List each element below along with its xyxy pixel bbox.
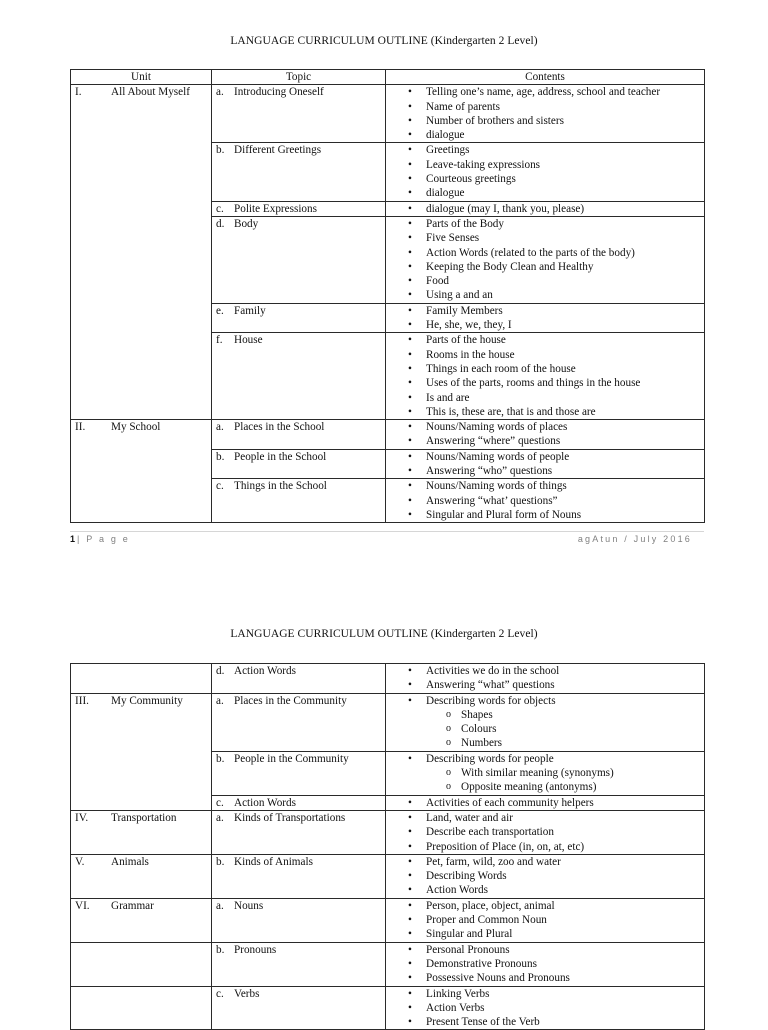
contents-cell bbox=[386, 303, 705, 333]
topic-letter: f. bbox=[216, 334, 223, 347]
topic-cell bbox=[212, 216, 386, 303]
topic-letter: a. bbox=[216, 811, 224, 824]
topic-cell bbox=[212, 420, 386, 450]
list-item: • dialogue bbox=[386, 128, 704, 142]
unit-number: I. bbox=[75, 86, 82, 99]
list-item: • Keeping the Body Clean and Healthy bbox=[386, 260, 704, 274]
list-item: • Answering “what’ questions” bbox=[386, 494, 704, 508]
topic-name: Polite Expressions bbox=[234, 202, 317, 215]
list-item: • Describing words for people bbox=[386, 752, 704, 766]
list-item: • Things in each room of the house bbox=[386, 362, 704, 376]
topic-letter: e. bbox=[216, 304, 224, 317]
header-contents: Contents bbox=[386, 70, 705, 85]
topic-name: Things in the School bbox=[234, 480, 327, 493]
topic-name: Kinds of Transportations bbox=[234, 811, 346, 824]
topic-letter: c. bbox=[216, 796, 224, 809]
topic-letter: c. bbox=[216, 480, 224, 493]
list-item: • Action Words (related to the parts of the body) bbox=[386, 246, 704, 260]
curriculum-table-page-1 bbox=[70, 69, 705, 523]
list-item: • Activities we do in the school bbox=[386, 664, 704, 678]
topic-cell bbox=[212, 751, 386, 795]
unit-cell bbox=[71, 854, 212, 898]
topic-name: Verbs bbox=[234, 987, 260, 1000]
contents-cell bbox=[386, 479, 705, 523]
topic-cell bbox=[212, 664, 386, 694]
contents-cell bbox=[386, 449, 705, 479]
unit-name: Animals bbox=[111, 855, 149, 868]
sub-list-item: o With similar meaning (synonyms) bbox=[386, 766, 704, 780]
table-row bbox=[71, 85, 705, 143]
contents-cell bbox=[386, 201, 705, 216]
contents-cell bbox=[386, 986, 705, 1030]
contents-cell bbox=[386, 810, 705, 854]
topic-name: Kinds of Animals bbox=[234, 855, 313, 868]
list-item: • Name of parents bbox=[386, 100, 704, 114]
topic-cell bbox=[212, 479, 386, 523]
topic-letter: c. bbox=[216, 987, 224, 1000]
list-item: • Describing Words bbox=[386, 869, 704, 883]
sub-list-item: o Colours bbox=[386, 722, 704, 736]
list-item: • Singular and Plural bbox=[386, 927, 704, 941]
contents-cell bbox=[386, 854, 705, 898]
topic-cell bbox=[212, 898, 386, 942]
table-header-row bbox=[71, 70, 705, 85]
list-item: • Action Verbs bbox=[386, 1001, 704, 1015]
topic-letter: b. bbox=[216, 752, 225, 765]
list-item: • Parts of the Body bbox=[386, 217, 704, 231]
sub-list-item: o Numbers bbox=[386, 736, 704, 750]
topic-letter: d. bbox=[216, 217, 225, 230]
contents-cell bbox=[386, 420, 705, 450]
topic-cell bbox=[212, 986, 386, 1030]
contents-list bbox=[386, 304, 704, 333]
contents-list bbox=[386, 694, 704, 751]
topic-name: Places in the School bbox=[234, 421, 325, 434]
list-item: • Possessive Nouns and Pronouns bbox=[386, 971, 704, 985]
topic-name: Different Greetings bbox=[234, 144, 322, 157]
list-item: • Personal Pronouns bbox=[386, 943, 704, 957]
contents-list bbox=[386, 664, 704, 693]
list-item: • Person, place, object, animal bbox=[386, 899, 704, 913]
contents-cell bbox=[386, 795, 705, 810]
header-topic: Topic bbox=[212, 70, 386, 85]
list-item: • Activities of each community helpers bbox=[386, 796, 704, 810]
table-row bbox=[71, 693, 705, 751]
topic-letter: b. bbox=[216, 855, 225, 868]
sub-list-item: o Opposite meaning (antonyms) bbox=[386, 780, 704, 794]
topic-letter: a. bbox=[216, 694, 224, 707]
table-row bbox=[71, 854, 705, 898]
contents-list bbox=[386, 217, 704, 303]
topic-cell bbox=[212, 85, 386, 143]
unit-name: Transportation bbox=[111, 811, 177, 824]
list-item: • Answering “who” questions bbox=[386, 464, 704, 478]
contents-list bbox=[386, 143, 704, 200]
topic-letter: a. bbox=[216, 86, 224, 99]
topic-letter: b. bbox=[216, 144, 225, 157]
contents-cell bbox=[386, 693, 705, 751]
contents-list bbox=[386, 85, 704, 142]
contents-list bbox=[386, 450, 704, 479]
list-item: • Number of brothers and sisters bbox=[386, 114, 704, 128]
unit-cell bbox=[71, 810, 212, 854]
topic-letter: a. bbox=[216, 421, 224, 434]
topic-cell bbox=[212, 143, 386, 201]
topic-cell bbox=[212, 333, 386, 420]
topic-cell bbox=[212, 942, 386, 986]
topic-name: People in the Community bbox=[234, 752, 349, 765]
contents-list bbox=[386, 811, 704, 854]
topic-letter: b. bbox=[216, 450, 225, 463]
topic-cell bbox=[212, 854, 386, 898]
list-item: • Present Tense of the Verb bbox=[386, 1015, 704, 1029]
list-item: • Nouns/Naming words of people bbox=[386, 450, 704, 464]
contents-cell bbox=[386, 143, 705, 201]
list-item: • Proper and Common Noun bbox=[386, 913, 704, 927]
table-row bbox=[71, 942, 705, 986]
topic-cell bbox=[212, 201, 386, 216]
list-item: • Food bbox=[386, 274, 704, 288]
list-item: • Singular and Plural form of Nouns bbox=[386, 508, 704, 522]
unit-cell bbox=[71, 693, 212, 810]
unit-cell bbox=[71, 986, 212, 1030]
unit-number: IV. bbox=[75, 811, 89, 824]
unit-cell bbox=[71, 85, 212, 420]
unit-cell bbox=[71, 942, 212, 986]
topic-letter: c. bbox=[216, 202, 224, 215]
table-row bbox=[71, 664, 705, 694]
topic-cell bbox=[212, 795, 386, 810]
topic-name: House bbox=[234, 334, 263, 347]
list-item: • This is, these are, that is and those are bbox=[386, 405, 704, 419]
contents-cell bbox=[386, 333, 705, 420]
list-item: • Nouns/Naming words of places bbox=[386, 420, 704, 434]
page-footer bbox=[70, 531, 704, 548]
topic-name: Body bbox=[234, 217, 259, 230]
list-item: • Answering “what” questions bbox=[386, 678, 704, 692]
page-title: LANGUAGE CURRICULUM OUTLINE (Kindergarten 2 Level) bbox=[230, 35, 538, 47]
list-item: • Five Senses bbox=[386, 231, 704, 245]
sub-list-item: o Shapes bbox=[386, 708, 704, 722]
unit-cell bbox=[71, 420, 212, 523]
topic-name: Action Words bbox=[234, 665, 296, 677]
contents-cell bbox=[386, 216, 705, 303]
topic-letter: d. bbox=[216, 665, 225, 677]
list-item: • Describing words for objects bbox=[386, 694, 704, 708]
contents-cell bbox=[386, 664, 705, 694]
contents-cell bbox=[386, 942, 705, 986]
contents-list bbox=[386, 479, 704, 522]
topic-name: Family bbox=[234, 304, 266, 317]
table-row bbox=[71, 810, 705, 854]
topic-name: People in the School bbox=[234, 450, 327, 463]
contents-cell bbox=[386, 85, 705, 143]
list-item: • Leave-taking expressions bbox=[386, 158, 704, 172]
page-number: 1 bbox=[70, 534, 76, 544]
contents-cell bbox=[386, 898, 705, 942]
list-item: • Describe each transportation bbox=[386, 825, 704, 839]
list-item: • Family Members bbox=[386, 304, 704, 318]
unit-cell bbox=[71, 664, 212, 694]
list-item: • Nouns/Naming words of things bbox=[386, 479, 704, 493]
list-item: • Demonstrative Pronouns bbox=[386, 957, 704, 971]
contents-list bbox=[386, 987, 704, 1030]
page-title-2: LANGUAGE CURRICULUM OUTLINE (Kindergarten 2 Level) bbox=[230, 628, 538, 640]
unit-name: All About Myself bbox=[111, 86, 190, 99]
list-item: • Courteous greetings bbox=[386, 172, 704, 186]
list-item: • Linking Verbs bbox=[386, 987, 704, 1001]
contents-list bbox=[386, 899, 704, 942]
unit-number: V. bbox=[75, 855, 85, 868]
unit-number: II. bbox=[75, 421, 86, 434]
list-item: • Uses of the parts, rooms and things in the house bbox=[386, 376, 704, 390]
topic-name: Places in the Community bbox=[234, 694, 347, 707]
unit-number: VI. bbox=[75, 899, 90, 912]
list-item: • Greetings bbox=[386, 143, 704, 157]
author-date: agAtun / July 2016 bbox=[577, 534, 692, 544]
table-row bbox=[71, 898, 705, 942]
list-item: • He, she, we, they, I bbox=[386, 318, 704, 332]
contents-list bbox=[386, 943, 704, 986]
contents-cell bbox=[386, 751, 705, 795]
contents-list bbox=[386, 333, 704, 419]
topic-name: Introducing Oneself bbox=[234, 86, 324, 99]
contents-list bbox=[386, 855, 704, 898]
unit-cell bbox=[71, 898, 212, 942]
header-unit: Unit bbox=[71, 70, 212, 85]
contents-list bbox=[386, 202, 704, 216]
table-row bbox=[71, 986, 705, 1030]
curriculum-table-page-2 bbox=[70, 663, 705, 1030]
list-item: • Parts of the house bbox=[386, 333, 704, 347]
unit-name: My Community bbox=[111, 694, 183, 707]
list-item: • Using a and an bbox=[386, 288, 704, 302]
topic-name: Pronouns bbox=[234, 943, 277, 956]
list-item: • dialogue bbox=[386, 186, 704, 200]
list-item: • dialogue (may I, thank you, please) bbox=[386, 202, 704, 216]
list-item: • Rooms in the house bbox=[386, 348, 704, 362]
list-item: • Is and are bbox=[386, 391, 704, 405]
topic-name: Action Words bbox=[234, 796, 296, 809]
list-item: • Answering “where” questions bbox=[386, 434, 704, 448]
contents-list bbox=[386, 420, 704, 449]
list-item: • Action Words bbox=[386, 883, 704, 897]
topic-cell bbox=[212, 693, 386, 751]
list-item: • Telling one’s name, age, address, school and teacher bbox=[386, 85, 704, 99]
topic-cell bbox=[212, 449, 386, 479]
table-row bbox=[71, 420, 705, 450]
list-item: • Pet, farm, wild, zoo and water bbox=[386, 855, 704, 869]
unit-name: Grammar bbox=[111, 899, 154, 912]
list-item: • Land, water and air bbox=[386, 811, 704, 825]
contents-list bbox=[386, 752, 704, 795]
topic-cell bbox=[212, 303, 386, 333]
unit-number: III. bbox=[75, 694, 89, 707]
unit-name: My School bbox=[111, 421, 161, 434]
page-label: | P a g e bbox=[77, 534, 131, 544]
contents-list bbox=[386, 796, 704, 810]
list-item: • Preposition of Place (in, on, at, etc) bbox=[386, 840, 704, 854]
topic-letter: a. bbox=[216, 899, 224, 912]
topic-letter: b. bbox=[216, 943, 225, 956]
topic-name: Nouns bbox=[234, 899, 264, 912]
topic-cell bbox=[212, 810, 386, 854]
